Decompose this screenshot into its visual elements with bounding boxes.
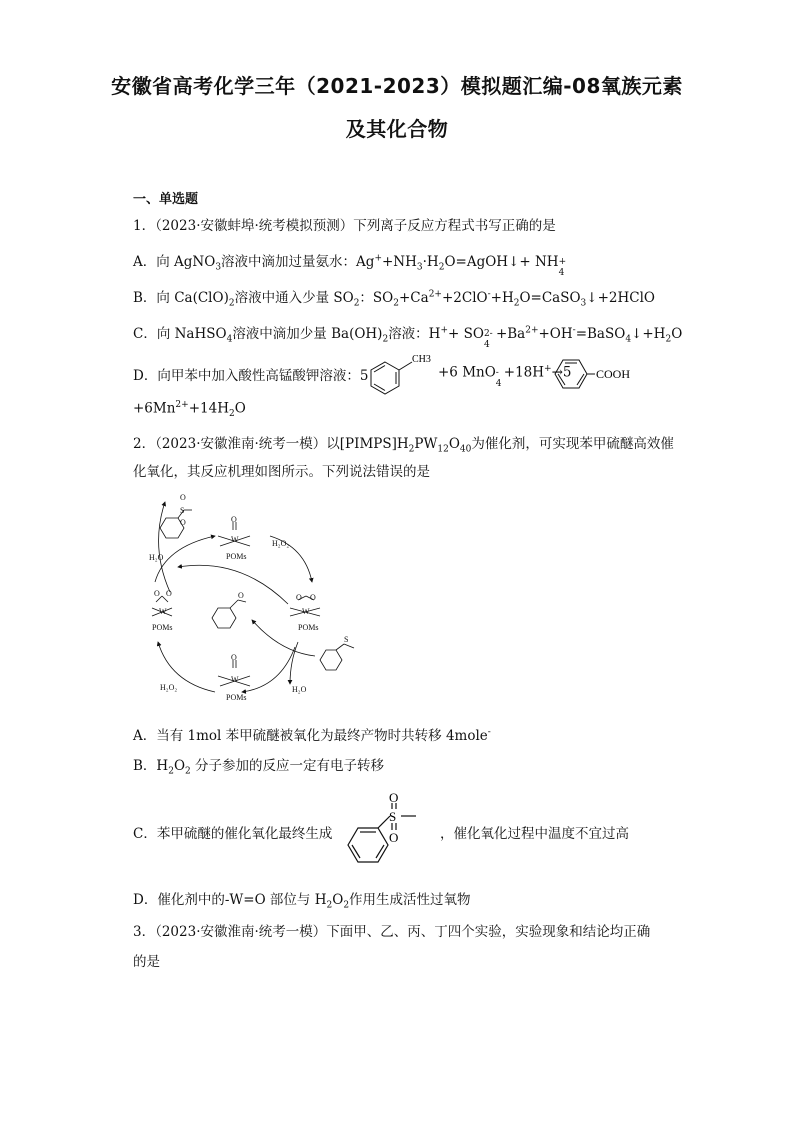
q3-stem-line1: 3．（2023·安徽淮南·统考一模）下面甲、乙、丙、丁四个实验，实验现象和结论均正确: [133, 924, 651, 940]
reaction-mechanism-diagram: [130, 492, 370, 710]
q2-option-c-text2: ，催化氧化过程中温度不宜过高: [440, 826, 629, 842]
methyl-phenyl-sulfone-structure: [338, 790, 438, 870]
q3-stem-line2: 的是: [133, 954, 160, 970]
svg-text:O: O: [231, 653, 237, 662]
section-heading: 一、单选题: [133, 192, 199, 207]
q2-option-c-text1: C．苯甲硫醚的催化氧化最终生成: [133, 826, 333, 842]
svg-text:O: O: [310, 593, 316, 602]
toluene-structure: [368, 350, 448, 396]
svg-text:S: S: [389, 809, 397, 824]
q1-option-d-text: D．向甲苯中加入酸性高锰酸钾溶液：5: [133, 368, 369, 384]
svg-text:W: W: [231, 675, 239, 684]
q1-option-d-mid: +6 MnO - 4 +18H+→5: [438, 364, 572, 389]
svg-text:POMs: POMs: [298, 623, 319, 632]
q1-option-c: C．向 NaHSO$_4$溶液中滴加少量 $Ba(OH)_2$溶液：H++ SO 2- 4 $+Ba^{2+}+OH^-=BaSO_4↓+H_2O$: [133, 325, 683, 350]
q1-stem: 1．（2023·安徽蚌埠·统考模拟预测）下列离子反应方程式书写正确的是: [133, 218, 556, 234]
document-title-line1: 安徽省高考化学三年（2021-2023）模拟题汇编-08氧族元素: [111, 74, 683, 98]
q2-option-d: D．催化剂中的-W=O 部位与 $H_2O_2$作用生成活性过氧物: [133, 892, 471, 911]
svg-text:W: W: [159, 607, 167, 616]
q1-option-d-line2: $+6Mn^{2+}+14H_2O$: [133, 400, 246, 420]
svg-text:W: W: [302, 607, 310, 616]
svg-text:O: O: [154, 589, 160, 598]
svg-text:O: O: [389, 790, 399, 805]
svg-text:POMs: POMs: [226, 552, 247, 561]
q1-option-b: B．向 $Ca(ClO)_2$溶液中通入少量 $SO_2$：$SO_2+Ca^{2+}+2ClO^-+H_2O=CaSO_3↓+2HClO$: [133, 289, 655, 309]
svg-text:COOH: COOH: [596, 367, 631, 381]
svg-text:O: O: [231, 515, 237, 524]
svg-text:O: O: [238, 591, 244, 600]
svg-text:H₂O₂: H₂O₂: [272, 539, 290, 548]
svg-text:H₂O: H₂O: [292, 685, 307, 694]
svg-text:W: W: [231, 535, 239, 544]
svg-text:CH3: CH3: [412, 354, 431, 365]
svg-text:O: O: [296, 593, 302, 602]
svg-text:H₂O: H₂O: [149, 553, 164, 562]
svg-text:S: S: [344, 635, 349, 644]
svg-text:O: O: [166, 589, 172, 598]
svg-text:O: O: [180, 493, 186, 502]
svg-text:O: O: [180, 518, 186, 527]
q2-option-b: B．$H_2O_2$ 分子参加的反应一定有电子转移: [133, 758, 385, 777]
svg-text:POMs: POMs: [226, 693, 247, 702]
svg-text:H₂O₂: H₂O₂: [160, 683, 178, 692]
benzoic-acid-structure: [547, 354, 637, 394]
sulfone-product: [160, 510, 192, 538]
svg-text:POMs: POMs: [152, 623, 173, 632]
svg-text:O: O: [389, 830, 399, 845]
q2-stem-line2: 化氧化，其反应机理如图所示。下列说法错误的是: [133, 464, 430, 480]
document-title-line2: 及其化合物: [345, 117, 449, 141]
q1-option-a: A．向 AgNO$_3$溶液中滴加过量氨水：$Ag^++NH_3\cdot H_2O=AgOH↓+$ NH + 4: [133, 253, 567, 278]
q2-stem-line1: 2．（2023·安徽淮南·统考一模）以$[PIMPS]H_2PW_{12}O_{40}$为催化剂，可实现苯甲硫醚高效催: [133, 436, 674, 455]
svg-text:S: S: [180, 506, 185, 515]
q2-option-a: A．当有 1mol 苯甲硫醚被氧化为最终产物时共转移 4mole-: [133, 727, 491, 744]
